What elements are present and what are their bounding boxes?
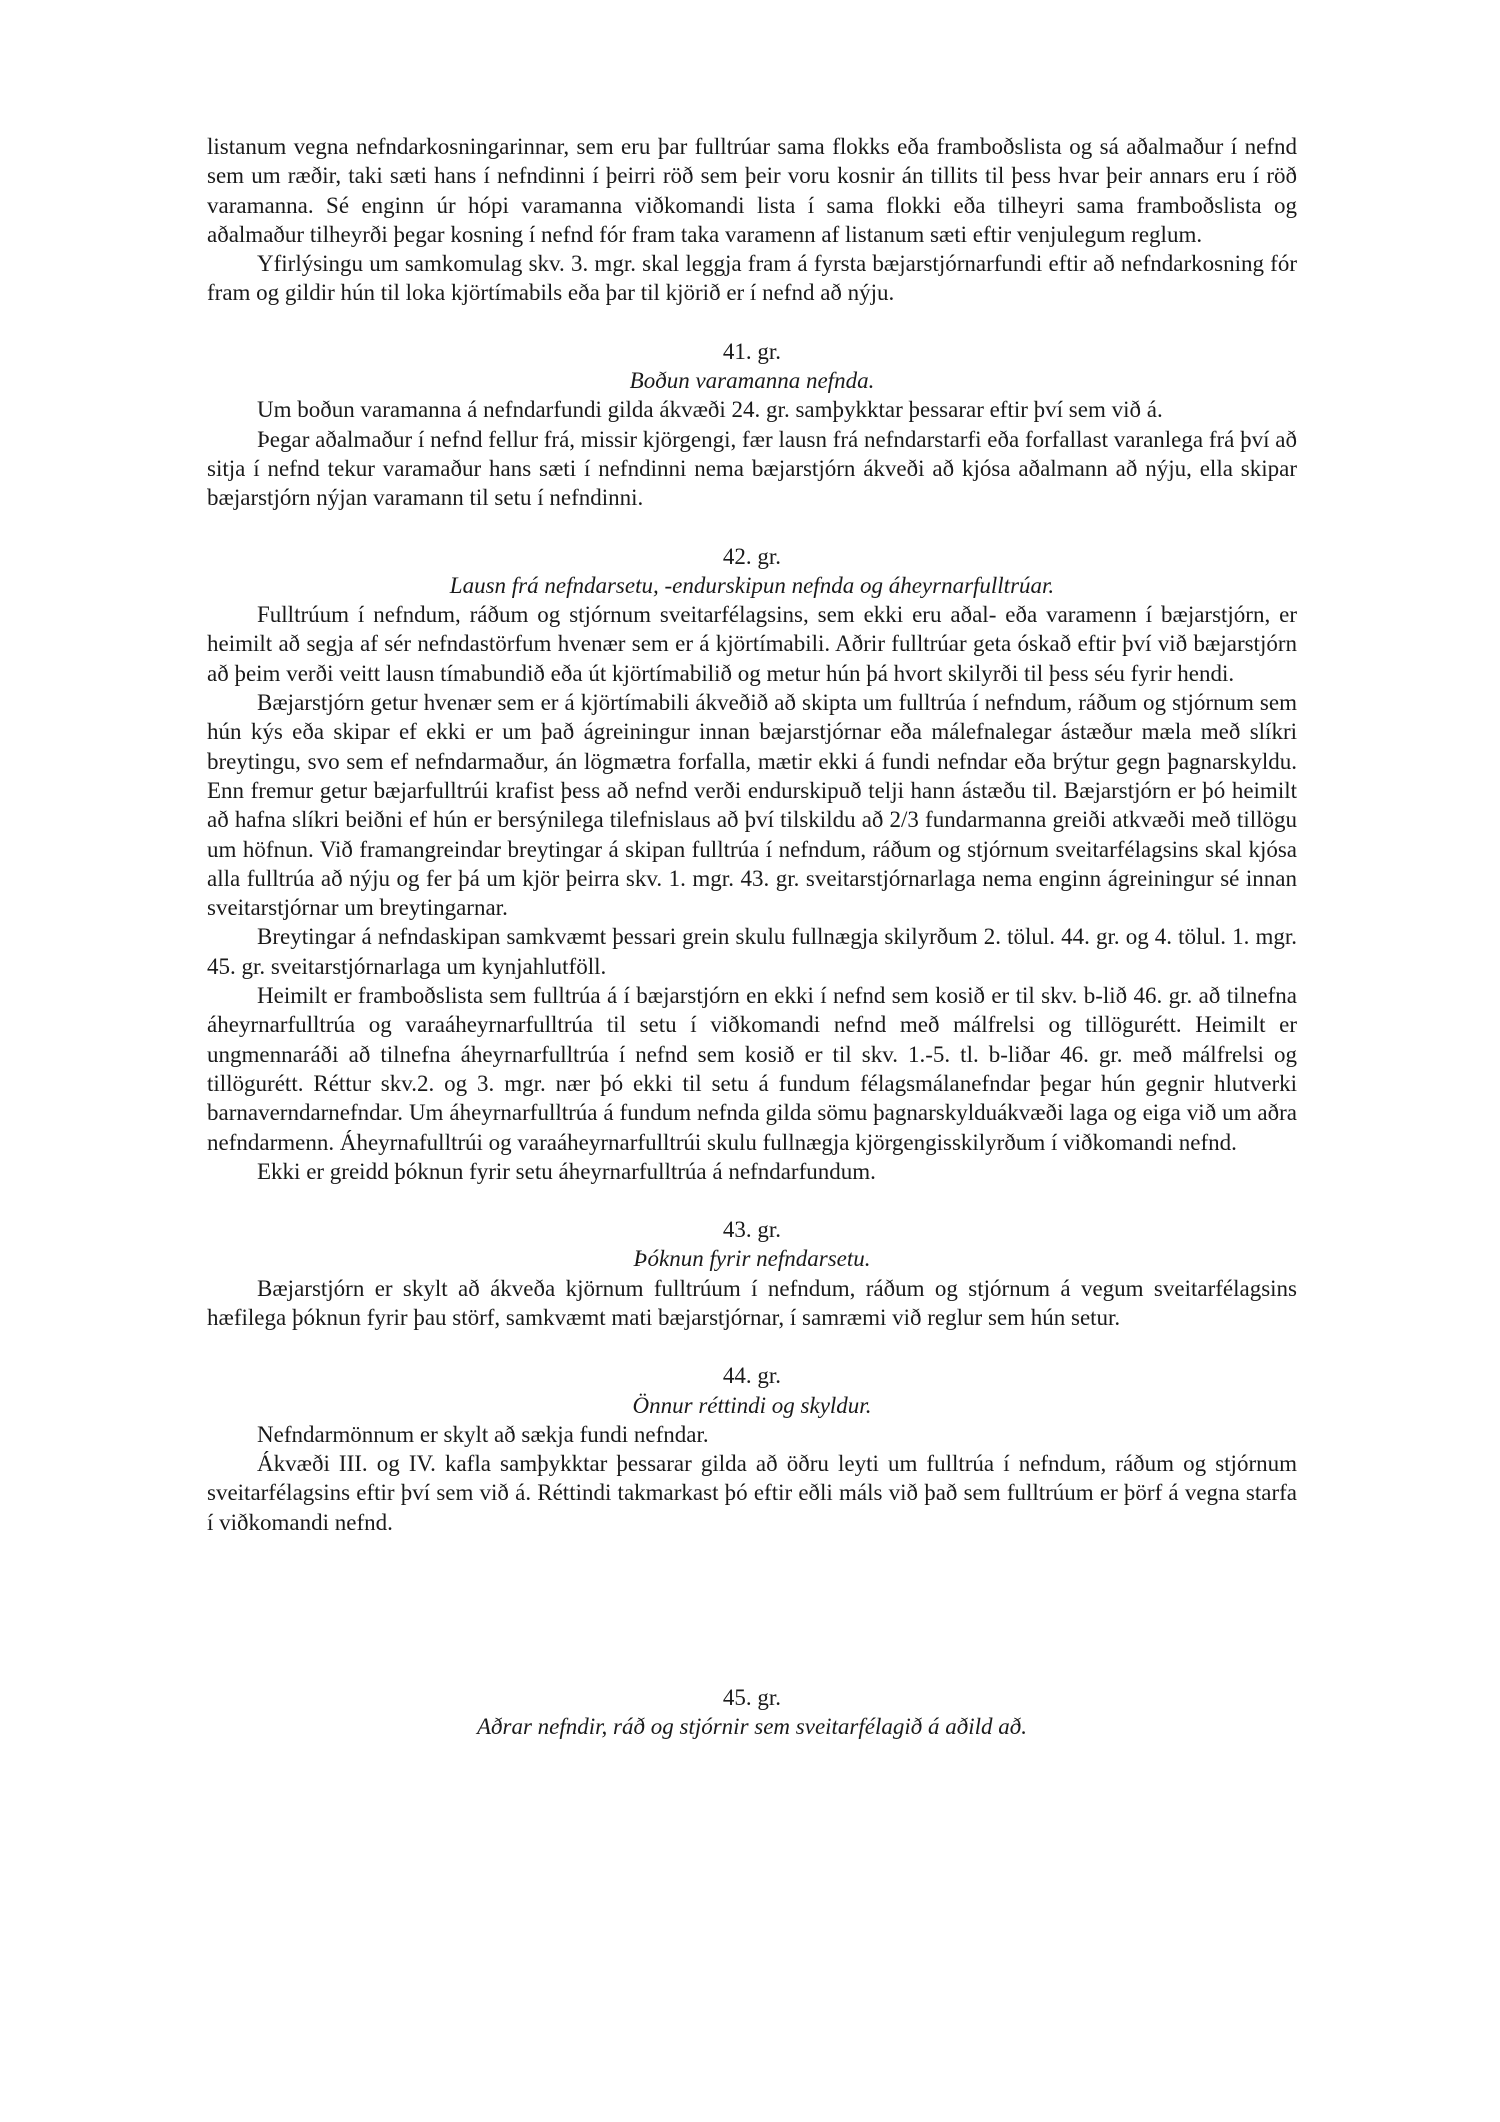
paragraph: listanum vegna nefndarkosningarinnar, sem eru þar fulltrúar sama flokks eða framboðslista og sá aðalmaður í nefnd sem um ræðir, taki sæti hans í nefndinni í þeirri röð sem þeir voru kosnir án tillits til þess hvar þeir annars eru í röð varamanna. Sé enginn úr hópi varamanna viðkomandi lista í sama flokki eða tilheyri sama framboðslista og aðalmaður tilheyrði þegar kosning í nefnd fór fram taka varamenn af listanum sæti eftir venjulegum reglum. xyxy=(207,134,1297,247)
paragraph: Ekki er greidd þóknun fyrir setu áheyrnarfulltrúa á nefndarfundum. xyxy=(257,1158,876,1184)
article-number: 42. gr. xyxy=(722,543,782,569)
article-number: 43. gr. xyxy=(722,1217,782,1243)
paragraph: Nefndarmönnum er skylt að sækja fundi nefndar. xyxy=(257,1421,709,1447)
article-45 xyxy=(207,1683,1297,1742)
article-title: Önnur réttindi og skyldur. xyxy=(632,1392,872,1418)
paragraph: Um boðun varamanna á nefndarfundi gilda ákvæði 24. gr. samþykktar þessarar eftir því sem við á. xyxy=(257,397,1163,423)
article-44 xyxy=(207,1361,1297,1537)
paragraph: Breytingar á nefndaskipan samkvæmt þessari grein skulu fullnægja skilyrðum 2. tölul. 44. gr. og 4. tölul. 1. mgr. 45. gr. sveitarstjórnarlaga um kynjahlutföll. xyxy=(207,924,1297,979)
article-title: Lausn frá nefndarsetu, -endurskipun nefnda og áheyrnarfulltrúar. xyxy=(449,572,1055,598)
article-43 xyxy=(207,1215,1297,1332)
article-number: 45. gr. xyxy=(722,1685,782,1711)
paragraph: Fulltrúum í nefndum, ráðum og stjórnum sveitarfélagsins, sem ekki eru aðal- eða varamenn í bæjarstjórn, er heimilt að segja af sér nefndastörfum hvenær sem er á kjörtímabili. Aðrir fulltrúar geta óskað eftir því við bæjarstjórn að þeim verði veitt lausn tímabundið eða út kjörtímabilið og metur hún þá hvort skilyrði til þess séu fyrir hendi. xyxy=(207,602,1297,686)
paragraph: Heimilt er framboðslista sem fulltrúa á í bæjarstjórn en ekki í nefnd sem kosið er til skv. b-lið 46. gr. að tilnefna áheyrnarfulltrúa og varaáheyrnarfulltrúa til setu í viðkomandi nefnd með málfrelsi og tillögurétt. Heimilt er ungmennaráði að tilnefna áheyrnarfulltrúa í nefnd sem kosið er til skv. 1.-5. tl. b-liðar 46. gr. með málfrelsi og tillögurétt. Réttur skv.2. og 3. mgr. nær þó ekki til setu á fundum félagsmálanefndar þegar hún gegnir hlutverki barnaverndarnefndar. Um áheyrnarfulltrúa á fundum nefnda gilda sömu þagnarskylduákvæði laga og eiga við um aðra nefndarmenn. Áheyrnafulltrúi og varaáheyrnarfulltrúi skulu fullnægja kjörgengisskilyrðum í viðkomandi nefnd. xyxy=(207,983,1297,1155)
paragraph: Yfirlýsingu um samkomulag skv. 3. mgr. skal leggja fram á fyrsta bæjarstjórnarfundi eftir að nefndarkosning fór fram og gildir hún til loka kjörtímabils eða þar til kjörið er í nefnd að nýju. xyxy=(207,251,1297,306)
paragraph: Þegar aðalmaður í nefnd fellur frá, missir kjörgengi, fær lausn frá nefndarstarfi eða forfallast varanlega frá því að sitja í nefnd tekur varamaður hans sæti í nefndinni nema bæjarstjórn ákveði að kjósa aðalmann að nýju, ella skipar bæjarstjórn nýjan varamann til setu í nefndinni. xyxy=(207,426,1297,511)
article-number: 41. gr. xyxy=(722,338,782,364)
intro-section xyxy=(207,132,1297,308)
article-title: Aðrar nefndir, ráð og stjórnir sem sveitarfélagið á aðild að. xyxy=(476,1714,1028,1740)
paragraph: Bæjarstjórn getur hvenær sem er á kjörtímabili ákveðið að skipta um fulltrúa í nefndum, ráðum og stjórnum sem hún kýs eða skipar ef ekki er um það ágreiningur innan bæjarstjórnar eða málefnalegar ástæður mæla með slíkri breytingu, svo sem ef nefndarmaður, án lögmætra forfalla, mætir ekki á fundi nefndar eða brýtur gegn þagnarskyldu. Enn fremur getur bæjarfulltrúi krafist þess að nefnd verði endurskipuð telji hann ástæðu til. Bæjarstjórn er þó heimilt að hafna slíkri beiðni ef hún er bersýnilega tilefnislaus að því tilskildu að 2/3 fundarmanna greiði atkvæði með tillögu um höfnun. Við framangreindar breytingar á skipan fulltrúa í nefndum, ráðum og stjórnum sveitarfélagsins skal kjósa alla fulltrúa að nýju og fer þá um kjör þeirra skv. 1. mgr. 43. gr. sveitarstjórnarlaga nema enginn ágreiningur sé innan sveitarstjórnar um breytingarnar. xyxy=(207,690,1297,921)
article-title: Boðun varamanna nefnda. xyxy=(629,368,875,394)
document-page xyxy=(207,132,1297,1742)
article-number: 44. gr. xyxy=(722,1363,782,1389)
article-title: Þóknun fyrir nefndarsetu. xyxy=(633,1246,871,1272)
paragraph: Bæjarstjórn er skylt að ákveða kjörnum fulltrúum í nefndum, ráðum og stjórnum á vegum sveitarfélagsins hæfilega þóknun fyrir þau störf, samkvæmt mati bæjarstjórnar, í samræmi við reglur sem hún setur. xyxy=(207,1275,1297,1330)
article-42 xyxy=(207,542,1297,1187)
paragraph: Ákvæði III. og IV. kafla samþykktar þessarar gilda að öðru leyti um fulltrúa í nefndum, ráðum og stjórnum sveitarfélagsins eftir því sem við á. Réttindi takmarkast þó eftir eðli máls við það sem fulltrúum er þörf á vegna starfa í viðkomandi nefnd. xyxy=(207,1451,1297,1535)
article-41 xyxy=(207,337,1297,513)
